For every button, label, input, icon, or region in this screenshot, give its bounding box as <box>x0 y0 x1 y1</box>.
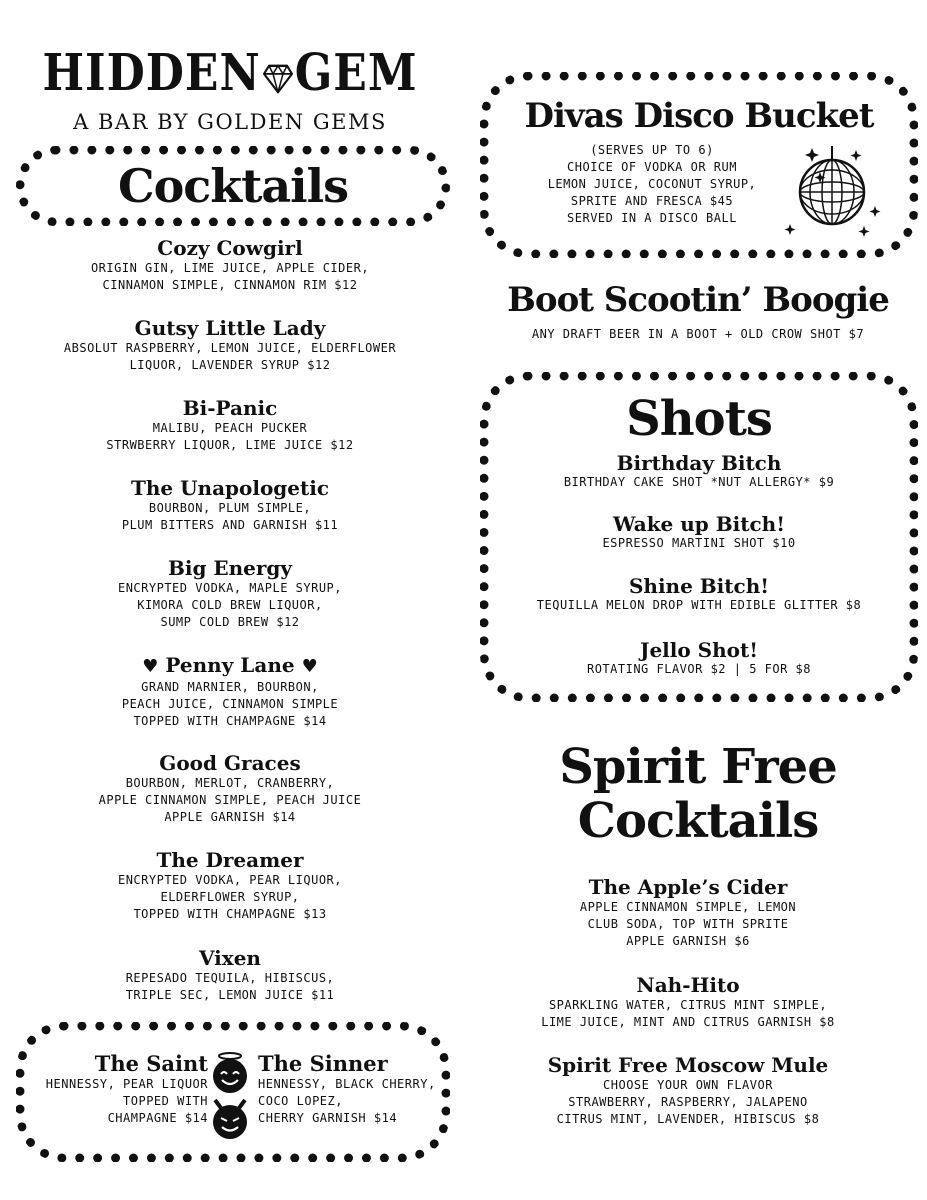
heart-icon: ♥ <box>142 656 159 677</box>
item-name: Wake up Bitch! <box>613 512 785 536</box>
shots-title: Shots <box>626 391 772 447</box>
item-desc: PLUM BITTERS AND GARNISH $11 <box>121 518 339 532</box>
cocktail-item <box>20 396 440 454</box>
item-desc: APPLE GARNISH $14 <box>164 810 296 824</box>
item-desc: COCO LOPEZ, <box>258 1094 343 1108</box>
item-desc: LIME JUICE, MINT AND CITRUS GARNISH $8 <box>541 1015 835 1029</box>
item-desc: BIRTHDAY CAKE SHOT *NUT ALLERGY* $9 <box>563 475 835 489</box>
item-name: The Dreamer <box>156 848 304 872</box>
item-desc: ROTATING FLAVOR $2 | 5 FOR $8 <box>586 662 811 676</box>
item-desc: BOURBON, PLUM SIMPLE, <box>148 501 312 515</box>
item-desc: ENCRYPTED VODKA, MAPLE SYRUP, <box>117 581 342 595</box>
saint-item <box>30 1052 208 1127</box>
item-name: Good Graces <box>159 751 301 775</box>
item-desc: TRIPLE SEC, LEMON JUICE $11 <box>125 988 335 1002</box>
logo-text-left: HIDDEN <box>42 43 261 103</box>
item-desc: CHOOSE YOUR OWN FLAVOR <box>603 1078 773 1092</box>
item-desc: CHOICE OF VODKA OR RUM <box>567 160 737 174</box>
item-desc: APPLE CINNAMON SIMPLE, PEACH JUICE <box>98 793 362 807</box>
item-desc: SERVED IN A DISCO BALL <box>567 211 737 225</box>
item-desc: SUMP COLD BREW $12 <box>160 615 300 629</box>
spirit-free-title <box>478 740 918 848</box>
cocktail-item <box>20 236 440 294</box>
item-desc: MALIBU, PEACH PUCKER <box>152 421 308 435</box>
item-desc: TOPPED WITH <box>123 1094 208 1108</box>
disco-bucket-title: Divas Disco Bucket <box>524 96 874 136</box>
item-desc: LIQUOR, LAVENDER SYRUP $12 <box>129 358 331 372</box>
shot-item <box>490 639 908 678</box>
shot-item <box>490 575 908 614</box>
item-name: The Unapologetic <box>130 476 330 500</box>
cocktail-item <box>20 316 440 374</box>
item-name: The Apple’s Cider <box>588 875 788 899</box>
cocktails-title: Cocktails <box>117 159 349 213</box>
item-name: Nah-Hito <box>636 973 740 997</box>
cocktail-item <box>20 476 440 534</box>
item-desc: TEQUILLA MELON DROP WITH EDIBLE GLITTER $8 <box>536 598 862 612</box>
disco-ball-icon <box>782 140 882 240</box>
item-desc: CHERRY GARNISH $14 <box>258 1111 398 1125</box>
item-name: Jello Shot! <box>639 638 759 662</box>
faces-icon-group <box>210 1052 250 1142</box>
item-desc: PEACH JUICE, CINNAMON SIMPLE <box>121 697 339 711</box>
spirit-free-title-line1: Spirit Free <box>559 739 837 795</box>
spirit-free-item <box>478 1053 898 1128</box>
item-desc: STRWBERRY LIQUOR, LIME JUICE $12 <box>106 438 354 452</box>
cocktail-item <box>20 751 440 826</box>
item-desc: APPLE GARNISH $6 <box>626 934 750 948</box>
item-desc: SPRITE AND FRESCA $45 <box>570 194 734 208</box>
item-name: Vixen <box>199 946 261 970</box>
spirit-free-item <box>478 875 898 950</box>
item-desc: KIMORA COLD BREW LIQUOR, <box>137 598 323 612</box>
item-name: Shine Bitch! <box>628 574 770 598</box>
cocktail-item <box>20 848 440 923</box>
spirit-free-item <box>478 973 898 1031</box>
item-desc: ABSOLUT RASPBERRY, LEMON JUICE, ELDERFLOWER <box>63 341 397 355</box>
item-desc: CINNAMON SIMPLE, CINNAMON RIM $12 <box>102 278 358 292</box>
tagline: A BAR BY GOLDEN GEMS <box>73 110 387 134</box>
item-name: Bi-Panic <box>182 396 278 420</box>
cocktail-item <box>20 653 440 730</box>
item-desc: TOPPED WITH CHAMPAGNE $14 <box>133 714 327 728</box>
diamond-icon <box>263 47 293 106</box>
shot-item <box>490 452 908 491</box>
item-name: Birthday Bitch <box>616 451 782 475</box>
disco-bucket-desc <box>522 142 782 227</box>
spirit-free-title-line2: Cocktails <box>577 793 819 849</box>
item-desc: APPLE CINNAMON SIMPLE, LEMON <box>579 900 797 914</box>
item-desc: HENNESSY, BLACK CHERRY, <box>258 1077 436 1091</box>
cocktail-item <box>20 946 440 1004</box>
item-desc: CLUB SODA, TOP WITH SPRITE <box>587 917 789 931</box>
item-desc: REPESADO TEQUILA, HIBISCUS, <box>125 971 335 985</box>
boot-desc: ANY DRAFT BEER IN A BOOT + OLD CROW SHOT $7 <box>531 327 865 341</box>
item-desc: LEMON JUICE, COCONUT SYRUP, <box>547 177 757 191</box>
item-name: Penny Lane <box>165 653 295 677</box>
item-desc: HENNESSY, PEAR LIQUOR <box>45 1077 208 1091</box>
item-desc: STRAWBERRY, RASPBERRY, JALAPENO <box>568 1095 808 1109</box>
item-name: Gutsy Little Lady <box>134 316 326 340</box>
item-name: Cozy Cowgirl <box>157 236 303 260</box>
item-desc: ORIGIN GIN, LIME JUICE, APPLE CIDER, <box>90 261 370 275</box>
item-name: Big Energy <box>167 556 293 580</box>
shot-item <box>490 513 908 552</box>
item-desc: (SERVES UP TO 6) <box>590 143 714 157</box>
item-desc: CHAMPAGNE $14 <box>107 1111 208 1125</box>
heart-icon: ♥ <box>301 656 318 677</box>
item-name: The Sinner <box>258 1051 388 1076</box>
logo <box>40 44 420 106</box>
item-desc: TOPPED WITH CHAMPAGNE $13 <box>133 907 327 921</box>
sinner-item <box>258 1052 448 1127</box>
logo-text-right: GEM <box>294 43 418 103</box>
boot-title: Boot Scootin’ Boogie <box>507 280 889 320</box>
item-name: Spirit Free Moscow Mule <box>547 1053 829 1077</box>
item-desc: SPARKLING WATER, CITRUS MINT SIMPLE, <box>548 998 828 1012</box>
item-desc: GRAND MARNIER, BOURBON, <box>141 680 319 694</box>
item-name: The Saint <box>94 1051 208 1076</box>
item-desc: CITRUS MINT, LAVENDER, HIBISCUS $8 <box>556 1112 820 1126</box>
cocktail-item <box>20 556 440 631</box>
item-desc: ENCRYPTED VODKA, PEAR LIQUOR, <box>117 873 342 887</box>
item-desc: BOURBON, MERLOT, CRANBERRY, <box>125 776 335 790</box>
angel-face-icon <box>210 1052 250 1144</box>
item-name-row <box>20 653 440 679</box>
item-desc: ELDERFLOWER SYRUP, <box>160 890 300 904</box>
item-desc: ESPRESSO MARTINI SHOT $10 <box>602 536 796 550</box>
